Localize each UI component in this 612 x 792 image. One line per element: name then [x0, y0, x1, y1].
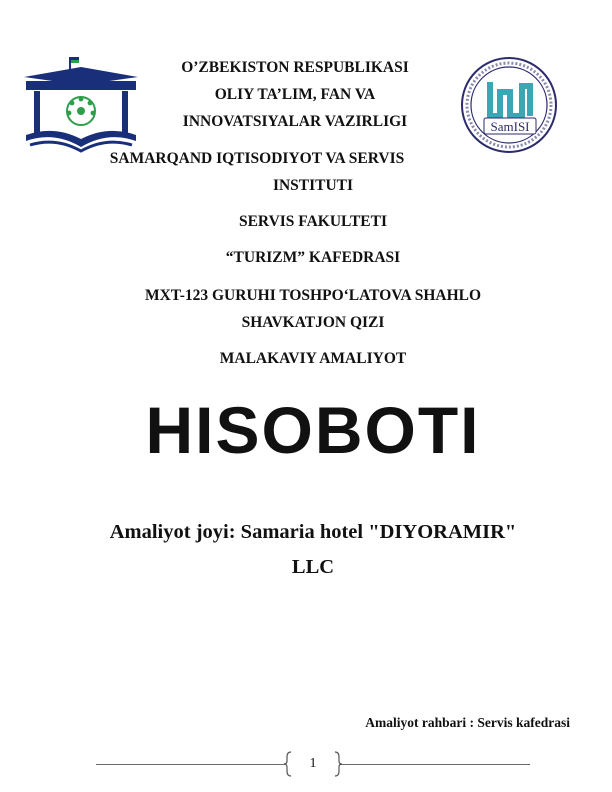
supervisor-label: Amaliyot rahbari : Servis kafedrasi	[365, 715, 570, 730]
ministry-line-2: OLIY TA’LIM, FAN VA	[214, 86, 376, 103]
practice-label: MALAKAVIY AMALIYOT	[219, 350, 407, 367]
student-line-1: MXT-123 GURUHI TOSHPO‘LATOVA SHAHLO	[144, 287, 482, 304]
student-line-2: SHAVKATJON QIZI	[241, 314, 385, 331]
institute-line-2: INSTITUTI	[272, 177, 354, 194]
faculty-name: SERVIS FAKULTETI	[238, 213, 388, 230]
footer-rule-left	[96, 764, 286, 765]
report-title: HISOBOTI	[145, 393, 481, 467]
footer-rule-right	[340, 764, 530, 765]
ministry-logo	[20, 55, 142, 155]
page-number: 1	[309, 756, 317, 771]
samisi-seal-logo	[460, 56, 558, 154]
practice-place-line-2: LLC	[291, 556, 335, 578]
institute-line-1: SAMARQAND IQTISODIYOT VA SERVIS	[109, 150, 405, 167]
seal-text: SamISI	[490, 119, 530, 134]
practice-place-line-1: Amaliyot joyi: Samaria hotel "DIYORAMIR"	[109, 521, 517, 543]
ministry-line-3: INNOVATSIYALAR VAZIRLIGI	[182, 113, 408, 130]
ministry-line-1: O’ZBEKISTON RESPUBLIKASI	[181, 59, 409, 76]
department-name: “TURIZM” KAFEDRASI	[225, 249, 401, 266]
